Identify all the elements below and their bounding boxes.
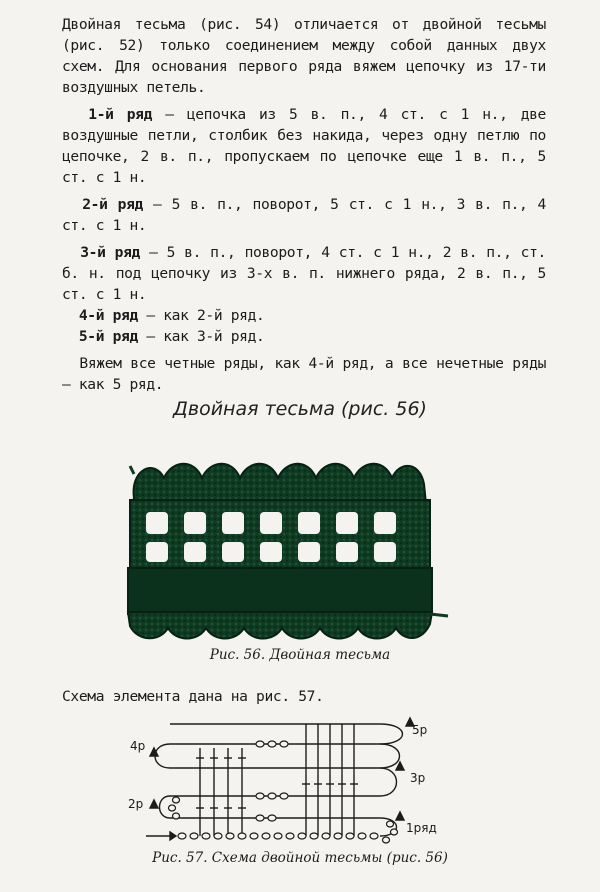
row-2-text: — 5 в. п., поворот, 5 ст. с 1 н., 3 в. п., 4 ст. с 1 н. <box>62 196 546 234</box>
row-4-text: — как 2-й ряд. <box>137 307 265 324</box>
scheme-intro: Схема элемента дана на рис. 57. <box>62 688 324 705</box>
row-1-instruction <box>62 104 546 188</box>
row-5-marker: 5р <box>412 723 428 737</box>
row-3-instruction <box>62 242 546 305</box>
figure-57-caption: Рис. 57. Схема двойной тесьмы (рис. 56) <box>152 850 448 866</box>
figure-56-caption: Рис. 56. Двойная тесьма <box>209 647 391 663</box>
row-2-label: 2-й ряд <box>82 196 143 213</box>
row-1-label: 1-й ряд <box>88 106 153 123</box>
figure-56-title: Двойная тесьма (рис. 56) <box>173 398 427 420</box>
row-1-marker: 1ряд <box>406 821 437 835</box>
row-1-text: — цепочка из 5 в. п., 4 ст. с 1 н., две воздушные петли, столбик без накида, через одну петлю по цепочке, 2 в. п., пропускаем по цепочке еще 1 в. п., 5 ст. с 1 н. <box>62 106 546 186</box>
row-2-instruction <box>62 194 546 236</box>
row-3-label: 3-й ряд <box>80 244 140 261</box>
row-4-marker: 4р <box>130 739 146 753</box>
closing-text: Вяжем все четные ряды, как 4-й ряд, а все нечетные ряды — как 5 ряд. <box>62 355 547 393</box>
row-5-text: — как 3-й ряд. <box>137 328 265 345</box>
crochet-braid-photo <box>120 448 452 644</box>
row-5-label: 5-й ряд <box>78 328 138 345</box>
closing-paragraph <box>62 353 546 395</box>
row-4-instruction <box>62 305 546 326</box>
row-2-marker: 2р <box>128 797 144 811</box>
body-text <box>62 14 546 395</box>
row-3-text: — 5 в. п., поворот, 4 ст. с 1 н., 2 в. п., ст. б. н. под цепочку из 3-х в. п. нижнего ряда, 2 в. п., 5 ст. с 1 н. <box>62 244 546 303</box>
row-3-marker: 3р <box>410 771 426 785</box>
row-5-instruction <box>62 326 546 347</box>
row-4-label: 4-й ряд <box>78 307 138 324</box>
intro-paragraph: Двойная тесьма (рис. 54) отличается от двойной тесьмы (рис. 52) только соединением между собой данных двух схем. Для основания первого ряда вяжем цепочку из 17-ти воздушных петель. <box>62 16 546 96</box>
crochet-scheme-diagram <box>110 714 490 850</box>
